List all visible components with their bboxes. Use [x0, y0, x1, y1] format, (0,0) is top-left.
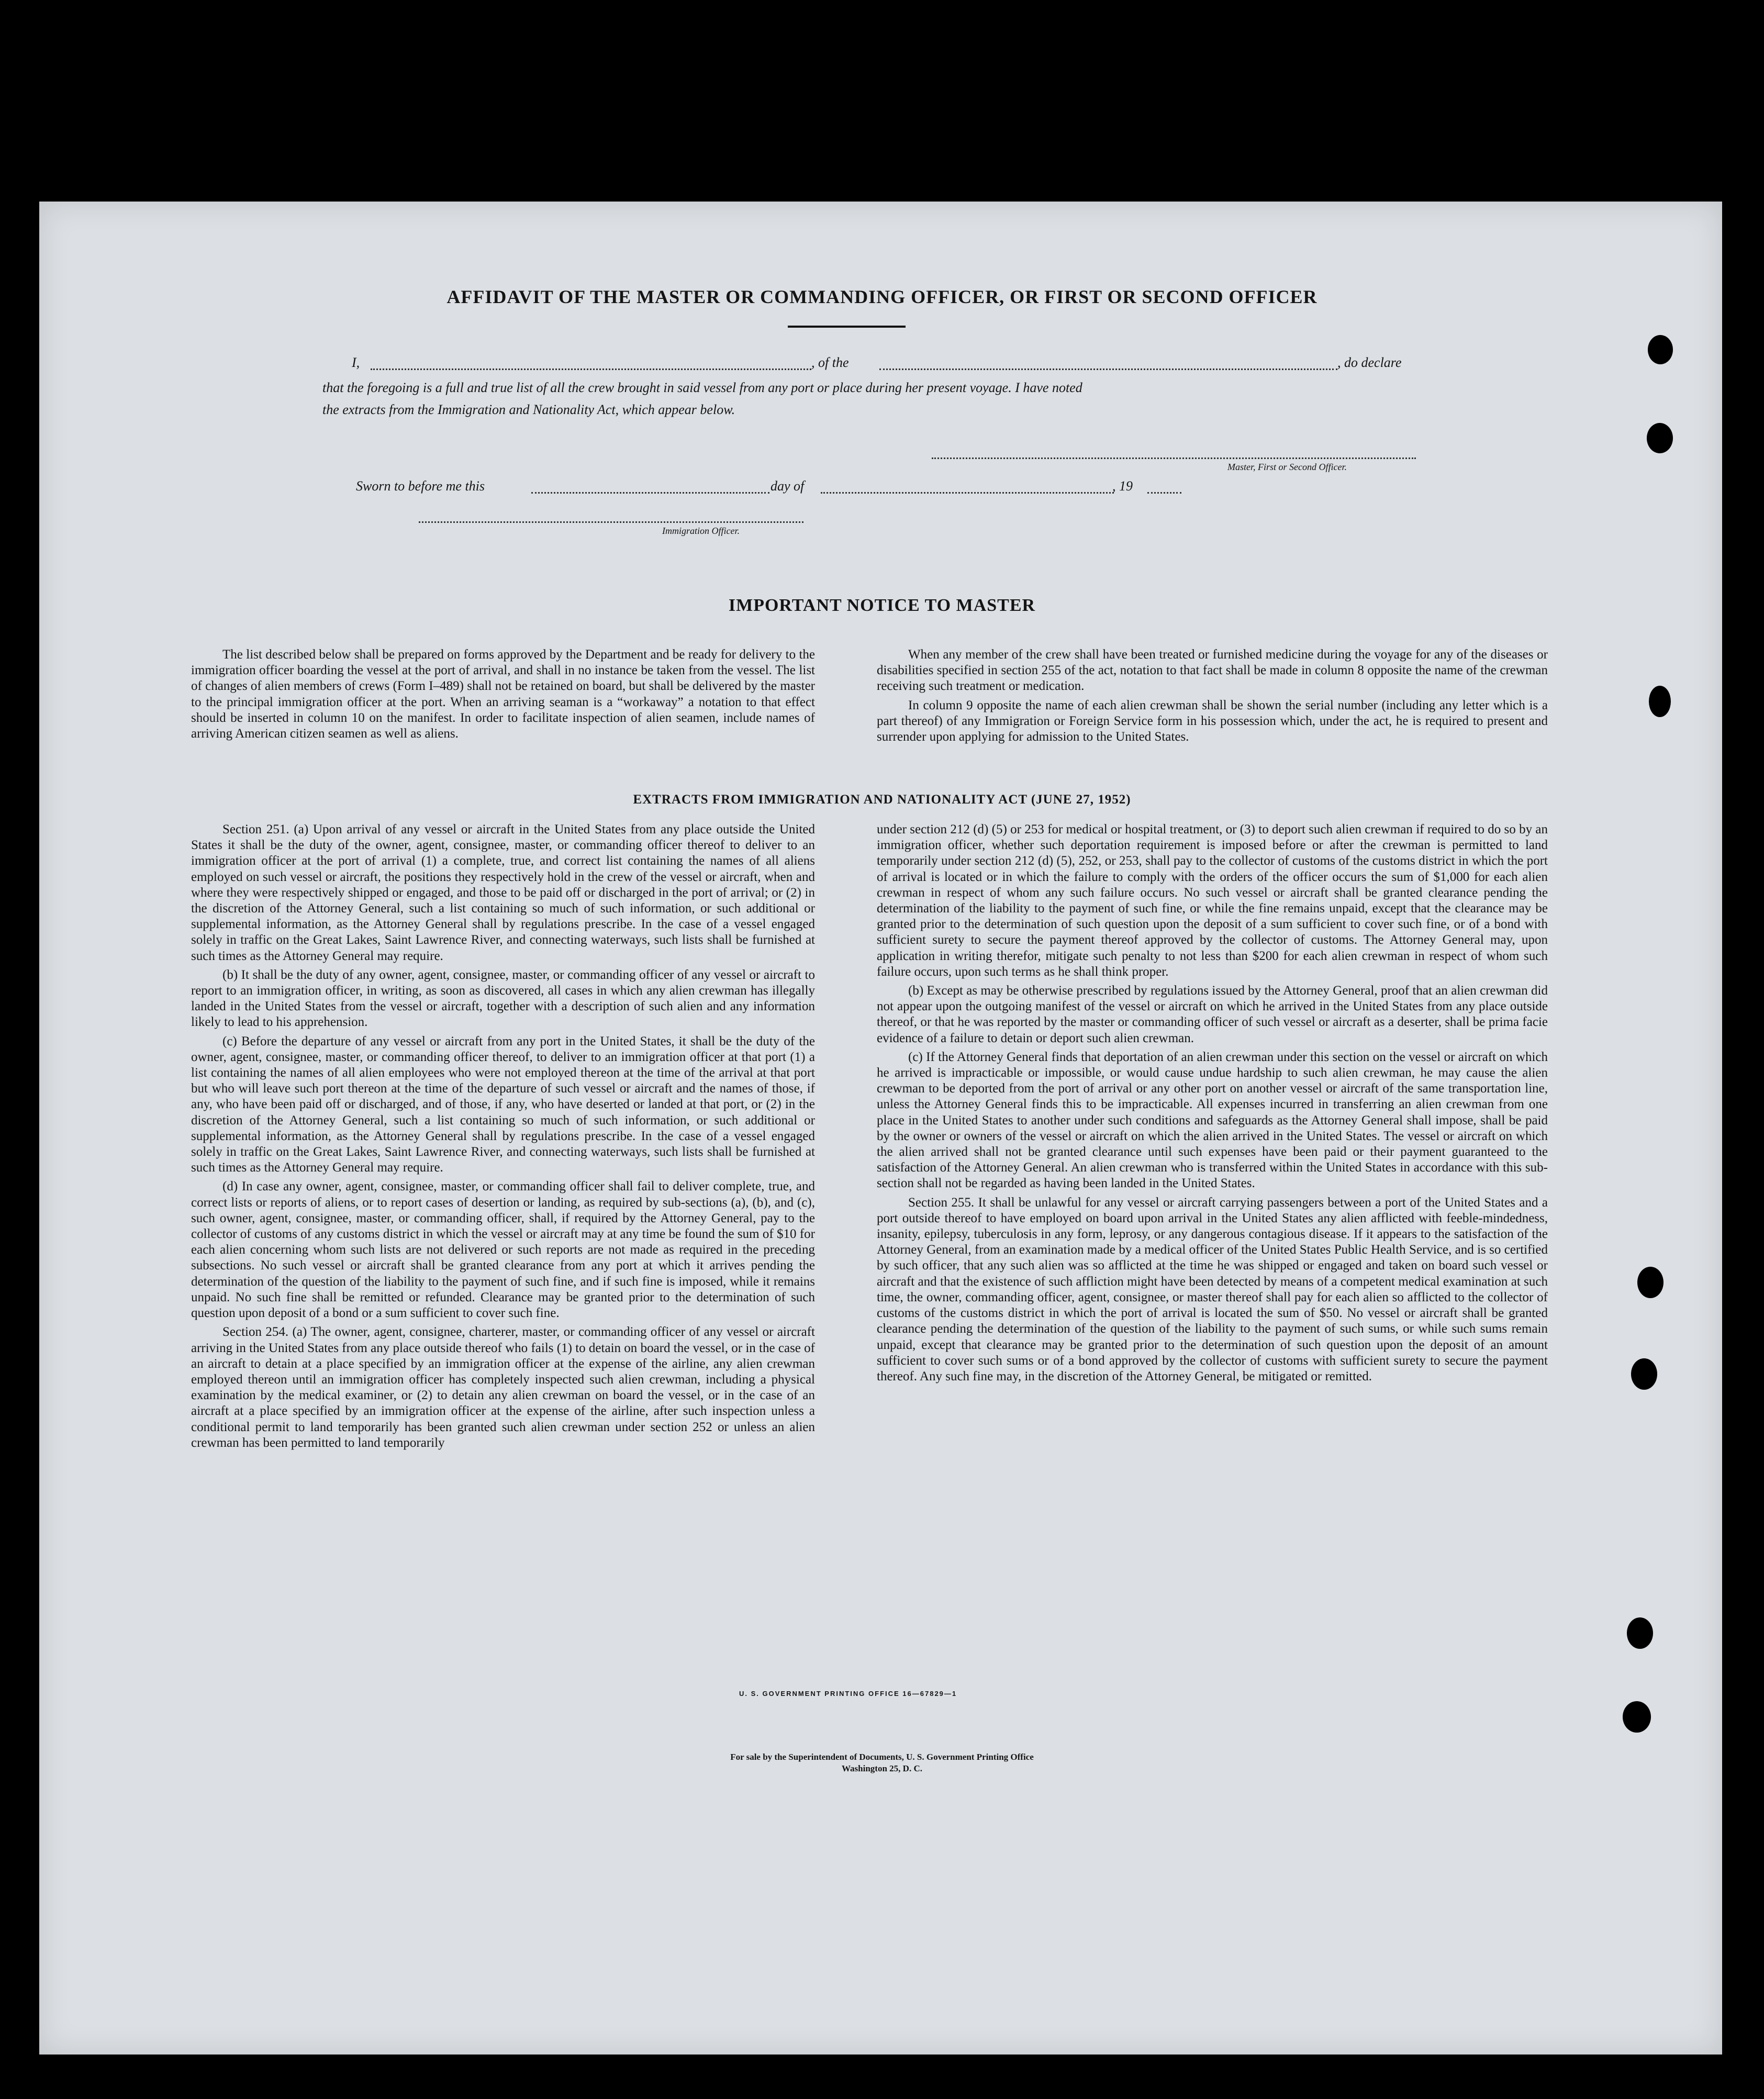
declaration-of-the: , of the [811, 355, 849, 370]
section-251-b: (b) It shall be the duty of any owner, agent, consignee, master, or commanding officer of any vessel or aircraft to report to an immigration officer, in writing, as soon as discovered, all cases in which any alien crewman has illegally landed in the United States from the vessel or aircraft, together with a description of such alien and any information likely to lead to his apprehension. [191, 967, 815, 1030]
year-label: , 19 [1112, 478, 1133, 494]
master-name-field[interactable] [371, 369, 811, 370]
notice-left-paragraph: The list described below shall be prepared on forms approved by the Department and be ready for delivery to the immigration officer boarding the vessel at the port of arrival, and shall in no instance be taken from the vessel. The list of changes of alien members of crews (Form I–489) shall not be retained on board, but shall be delivered by the master to the principal immigration officer at the port. When an arriving seaman is a “workaway” a notation to that effect should be inserted in column 10 on the manifest. In order to facilitate inspection of alien seamen, include names of arriving American citizen seamen as well as aliens. [191, 647, 815, 741]
declaration-line-3: the extracts from the Immigration and Nationality Act, which appear below. [322, 402, 735, 417]
sworn-date-field[interactable] [531, 492, 769, 494]
section-251-d: (d) In case any owner, agent, consignee, master, or commanding officer shall fail to deliver complete, true, and correct lists or reports of aliens, or to report cases of desertion or landing, as required by sub-sections (a), (b), and (c), such owner, agent, consignee, master, or commanding officer, shall, if required by the Attorney General, pay to the collector of customs of any customs district in which the vessel or aircraft may at any time be found the sum of $10 for each alien concerning whom such lists are not delivered or such reports are not made as required in the preceding subsections. No such vessel or aircraft shall be granted clearance from any port at which it arrives pending the determination of the question of the liability to the payment of such fine, and if such fine is imposed, while it remains unpaid. No such fine shall be remitted or refunded. Clearance may be granted prior to the determination of such question upon deposit of a bond or a sum sufficient to cover such fine. [191, 1179, 815, 1321]
punch-hole [1649, 686, 1671, 717]
day-of-label: day of [771, 478, 805, 494]
master-signature-line[interactable] [932, 457, 1416, 459]
printing-office-line: U. S. GOVERNMENT PRINTING OFFICE 16—67829—1 [739, 1690, 957, 1698]
master-signature-caption: Master, First or Second Officer. [1227, 462, 1347, 472]
notice-right-paragraphs [877, 647, 1548, 781]
immigration-officer-line[interactable] [419, 521, 803, 523]
section-254-a-continued: under section 212 (d) (5) or 253 for medical or hospital treatment, or (3) to deport such alien crewman if required to do so by an immigration officer, whether such deportation requirement is imposed before or after the crewman is permitted to land temporarily under section 212 (d) (5), 252, or 253, shall pay to the collector of customs of the customs district in which the port of arrival is located or in which the failure to comply with the orders of the officer occurs the sum of $1,000 for each alien crewman in respect of whom any such failure occurs. No such vessel or aircraft shall be granted clearance pending the determination of the liability to the payment of such fine, or while the fine remains unpaid, except that the clearance may be granted prior to the determination of such question upon the deposit of a sum sufficient to cover such fine, or of a bond with sufficient surety to secure the payment thereof approved by the collector of customs. The Attorney General may, upon application in writing therefor, mitigate such penalty to not less than $200 for each alien crewman in respect of whom such failure occurs, upon such terms as he shall think proper. [877, 822, 1548, 979]
punch-hole [1627, 1617, 1653, 1649]
punch-hole [1623, 1701, 1651, 1733]
section-254-a: Section 254. (a) The owner, agent, consignee, charterer, master, or commanding officer of any vessel or aircraft arriving in the United States from any place outside thereof who fails (1) to detain on board the vessel, or in the case of an aircraft to detain at a place specified by an immigration officer at the expense of the airline, any alien crewman employed thereon until an immigration officer has completely inspected such alien crewman, including a physical examination by the medical examiner, or (2) to detain any alien crewman on board the vessel, or in the case of an aircraft at a place specified by an immigration officer at the expense of the airline, after such inspection unless a conditional permit to land temporarily has been granted such alien crewman under section 252 or unless an alien crewman has been permitted to land temporarily [191, 1325, 815, 1450]
section-255: Section 255. It shall be unlawful for any vessel or aircraft carrying passengers between a port of the United States and a port outside thereof to have employed on board upon arrival in the United States any alien afflicted with feeble-mindedness, insanity, epilepsy, tuberculosis in any form, leprosy, or any dangerous contagious disease. If it appears to the satisfaction of the Attorney General, from an examination made by a medical officer of the United States Public Health Service, and is so certified by such officer, that any such alien was so afflicted at the time he was shipped or engaged and taken on board such vessel or aircraft and that the existence of such affliction might have been detected by means of a competent medical examination at such time, the owner, commanding officer, agent, consignee, or master thereof shall pay for each alien so afflicted to the collector of customs of the customs district in which the port of arrival is located the sum of $50. No vessel or aircraft shall be granted clearance pending the determination of the question of the liability to the payment of such sums, or while such sums remain unpaid, except that clearance may be granted prior to the determination of such question upon the deposit of an amount sufficient to cover such sums or of a bond approved by the collector of customs with sufficient surety to secure the payment thereof. Any such fine may, in the discretion of the Attorney General, be mitigated or remitted. [877, 1195, 1548, 1383]
section-254-b: (b) Except as may be otherwise prescribed by regulations issued by the Attorney General, proof that an alien crewman did not appear upon the outgoing manifest of the vessel or aircraft on which he arrived in the United States from any place outside thereof, or that he was reported by the master or commanding officer of such vessel or aircraft as a deserter, shall be prima facie evidence of a failure to detain or deport such alien crewman. [877, 984, 1548, 1045]
vessel-name-field[interactable] [879, 369, 1337, 370]
extracts-left-column [191, 822, 815, 1716]
extracts-right-column [877, 822, 1548, 1673]
sale-notice-line-2: Washington 25, D. C. [842, 1763, 922, 1773]
notice-title: IMPORTANT NOTICE TO MASTER [728, 596, 1036, 615]
punch-hole [1648, 335, 1673, 364]
sworn-month-field[interactable] [821, 492, 1114, 494]
extracts-title: EXTRACTS FROM IMMIGRATION AND NATIONALITY ACT (JUNE 27, 1952) [633, 792, 1131, 807]
section-254-c: (c) If the Attorney General finds that deportation of an alien crewman under this section on the vessel or aircraft on which he arrived is impracticable or impossible, or would cause undue hardship to such alien crewman, he may cause the alien crewman to be deported from the port of arrival or any other port on another vessel or aircraft of the same transportation line, unless the Attorney General finds this to be impracticable. All expenses incurred in transferring an alien crewman from one place in the United States to another under such conditions and safeguards as the Attorney General shall impose, shall be paid by the owner or owners of the vessel or aircraft on which the alien arrived in the United States. The vessel or aircraft on which the alien arrived shall not be granted clearance until such expenses have been paid or their payment guaranteed to the satisfaction of the Attorney General. An alien crewman who is transferred within the United States in accordance with this sub-section shall not be regarded as having been landed in the United States. [877, 1050, 1548, 1191]
punch-hole [1631, 1358, 1657, 1390]
immigration-officer-caption: Immigration Officer. [662, 526, 740, 536]
sworn-year-field[interactable] [1147, 492, 1181, 494]
sworn-label: Sworn to before me this [356, 478, 485, 494]
section-251-c: (c) Before the departure of any vessel or aircraft from any port in the United States, it shall be the duty of the owner, agent, consignee, master, or commanding officer thereof, to deliver to an immigration officer at that port (1) a list containing the names of all alien employees who were not employed thereon at the time of the arrival at that port but who will leave such port thereon at the time of the departure of such vessel or aircraft and the names of those, if any, who have been paid off or discharged, and of those, if any, who have deserted or landed at that port, or (2) in the discretion of the Attorney General, such a list containing so much of such information, or such additional or supplemental information, as the Attorney General shall by regulations prescribe. In the case of a vessel engaged solely in traffic on the Great Lakes, Saint Lawrence River, and connecting waterways, such lists shall be furnished at such times as the Attorney General may require. [191, 1034, 815, 1175]
section-251-a: Section 251. (a) Upon arrival of any vessel or aircraft in the United States from any place outside the United States it shall be the duty of the owner, agent, consignee, master, or commanding officer thereof to deliver to an immigration officer at the port of arrival (1) a complete, true, and correct list containing the names of all aliens employed on such vessel or aircraft, the positions they respectively hold in the crew of the vessel or aircraft, when and where they were respectively shipped or engaged, and those to be paid off or discharged in the port of arrival; or (2) in the discretion of the Attorney General, such a list containing so much of such information, or such additional or supplemental information, as the Attorney General shall by regulations prescribe. In the case of a vessel engaged solely in traffic on the Great Lakes, Saint Lawrence River, and connecting waterways, such lists shall be furnished at such times as the Attorney General may require. [191, 822, 815, 963]
punch-hole [1637, 1267, 1663, 1298]
declaration-do-declare: , do declare [1337, 355, 1402, 370]
title-underline [788, 326, 906, 328]
punch-hole [1647, 423, 1673, 453]
notice-right-p2: In column 9 opposite the name of each alien crewman shall be shown the serial number (including any letter which is a part thereof) of any Immigration or Foreign Service form in his possession which, under the act, he is required to present and surrender upon applying for admission to the United States. [877, 698, 1548, 744]
declaration-line-2: that the foregoing is a full and true list of all the crew brought in said vessel from any port or place during her present voyage. I have noted [322, 380, 1082, 395]
notice-right-p1: When any member of the crew shall have been treated or furnished medicine during the voyage for any of the diseases or disabilities specified in section 255 of the act, notation to that fact shall be made in column 8 opposite the name of the crewman receiving such treatment or medication. [877, 647, 1548, 694]
affidavit-title: AFFIDAVIT OF THE MASTER OR COMMANDING OFFICER, OR FIRST OR SECOND OFFICER [446, 286, 1318, 307]
sale-notice-line-1: For sale by the Superintendent of Documents, U. S. Government Printing Office [730, 1752, 1034, 1762]
declaration-i: I, [352, 355, 360, 370]
